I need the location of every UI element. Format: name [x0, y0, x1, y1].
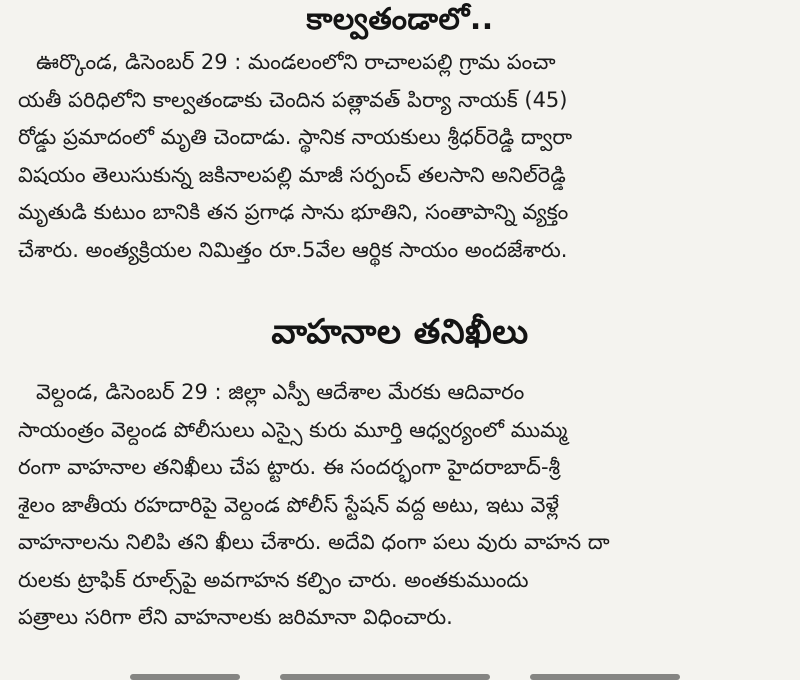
- cut-off-text-bottom: [110, 672, 710, 680]
- article-2-line: వాహనాలను నిలిపి తని ఖీలు చేశారు. అదేవి ధంగా పలు వురు వాహన దా: [18, 530, 610, 554]
- article-2-line: రులకు ట్రాఫిక్ రూల్స్‌పై అవగాహన కల్పిం చారు. అంతకుముందు: [18, 567, 529, 592]
- article-1-line: యతీ పరిధిలోని కాల్వతండాకు చెందిన పత్లావత్ పిర్యా నాయక్ (45): [18, 87, 568, 112]
- article-1-headline: కాల్వతండాలో..: [306, 2, 494, 37]
- article-1-line: రోడ్డు ప్రమాదంలో మృతి చెందాడు. స్థానిక నాయకులు శ్రీధర్‌రెడ్డి ద్వారా: [18, 125, 573, 149]
- article-1-body: [18, 44, 788, 269]
- article-2-line: పత్రాలు సరిగా లేని వాహనాలకు జరిమానా విధించారు.: [18, 605, 453, 629]
- article-2-body: [18, 374, 788, 637]
- article-2-line: సాయంత్రం వెల్దండ పోలీసులు ఎస్సై కురు మూర్తి ఆధ్వర్యంలో ముమ్మ: [18, 417, 568, 442]
- cut-text-fragment: [280, 674, 490, 680]
- article-1-line: విషయం తెలుసుకున్న జకినాలపల్లి మాజీ సర్పంచ్ తలసాని అనిల్‌రెడ్డి: [18, 162, 566, 187]
- article-2-line: వెల్దండ, డిసెంబర్ 29 : జిల్లా ఎస్పీ ఆదేశాల మేరకు ఆదివారం: [36, 380, 525, 404]
- cut-text-fragment: [530, 674, 680, 680]
- article-1-line: మృతుడి కుటుం బానికి తన ప్రగాఢ సాను భూతిని, సంతాపాన్ని వ్యక్తం: [18, 200, 569, 224]
- article-2-line: శైలం జాతీయ రహదారిపై వెల్దండ పోలీస్ స్టేషన్ వద్ద అటు, ఇటు వెళ్లే: [18, 492, 560, 517]
- cut-text-fragment: [130, 674, 240, 680]
- article-1-line: చేశారు. అంత్యక్రియల నిమిత్తం రూ.5వేల ఆర్థిక సాయం అందజేశారు.: [18, 237, 568, 262]
- article-2-line: రంగా వాహనాల తనిఖీలు చేప ట్టారు. ఈ సందర్భంగా హైదరాబాద్-శ్రీ: [18, 455, 561, 479]
- article-2-headline: వాహనాల తనిఖీలు: [271, 312, 529, 352]
- article-1-line: ఊర్కొండ, డిసెంబర్ 29 : మండలంలోని రాచాలపల్లి గ్రామ పంచా: [36, 50, 556, 74]
